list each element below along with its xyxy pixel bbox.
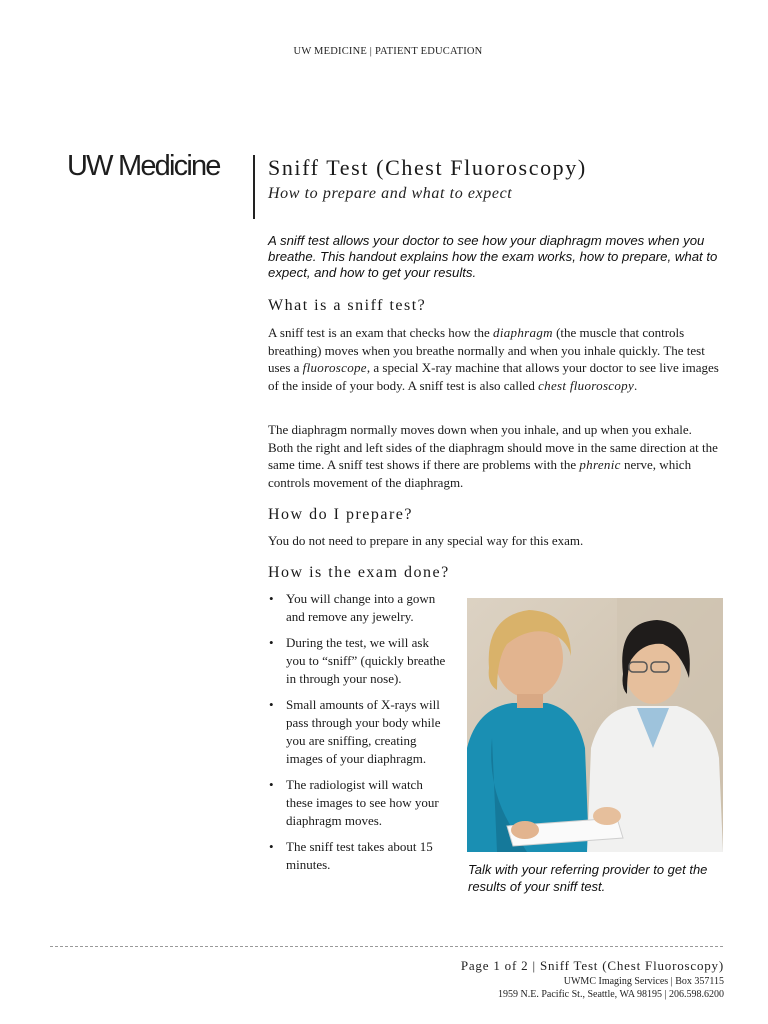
intro-paragraph: A sniff test allows your doctor to see how your diaphragm moves when you breathe. This handout explains how the exam works, how to prepare, what to expect, and how to get your results. xyxy=(268,233,718,280)
list-item: • During the test, we will ask you to “sniff” (quickly breathe in through your nose). xyxy=(268,634,448,688)
list-item: • The sniff test takes about 15 minutes. xyxy=(268,838,448,874)
exam-steps-list xyxy=(268,590,448,882)
text-run: A sniff test is an exam that checks how the xyxy=(268,325,494,340)
section-heading-exam: How is the exam done? xyxy=(268,564,450,581)
photo-caption: Talk with your referring provider to get the results of your sniff test. xyxy=(468,862,708,894)
list-item: • The radiologist will watch these images to see how your diaphragm moves. xyxy=(268,776,448,830)
logo-divider xyxy=(253,155,255,219)
text-run: The diaphragm normally moves down when you inhale, and up when you exhale. Both the right and left sides of the diaphragm should move in the same direction at the same time. A sniff test shows if there are problems with the xyxy=(268,422,718,473)
doctor-hand xyxy=(593,807,621,825)
section-heading-prepare: How do I prepare? xyxy=(268,506,413,523)
text-run: . xyxy=(634,377,638,393)
term-diaphragm: diaphragm xyxy=(493,325,553,340)
patient-neck xyxy=(517,694,543,708)
patient-hand xyxy=(511,821,539,839)
term-phrenic: phrenic xyxy=(579,457,621,473)
text-run: (the muscle that controls breathing) moves when you breathe normally and when you inhale quickly. The test uses a xyxy=(268,325,705,376)
term-chest-fluoroscopy: chest fluoroscopy xyxy=(538,377,635,393)
footer-divider xyxy=(50,946,723,947)
what-paragraph-1 xyxy=(268,324,720,394)
footer-department: UWMC Imaging Services | Box 357115 xyxy=(563,976,724,987)
term-fluoroscope: fluoroscope xyxy=(302,360,367,376)
footer-page-info: Page 1 of 2 | Sniff Test (Chest Fluoroscopy) xyxy=(460,958,724,973)
uw-medicine-logo: UW Medicine xyxy=(67,150,220,182)
photo-illustration xyxy=(467,598,723,852)
text-run: , a special X-ray machine that allows your doctor to see live images of the inside of your body. A sniff test is also called xyxy=(268,360,719,393)
prepare-paragraph: You do not need to prepare in any special way for this exam. xyxy=(268,533,584,548)
header-label: UW MEDICINE | PATIENT EDUCATION xyxy=(293,46,483,57)
provider-patient-photo xyxy=(467,598,723,852)
footer-address: 1959 N.E. Pacific St., Seattle, WA 98195 | 206.598.6200 xyxy=(498,989,724,1000)
list-item: • You will change into a gown and remove any jewelry. xyxy=(268,590,448,626)
document-subtitle: How to prepare and what to expect xyxy=(268,185,513,202)
what-paragraph-2 xyxy=(268,421,720,491)
text-run: nerve, which controls movement of the diaphragm. xyxy=(268,457,692,490)
list-item: • Small amounts of X-rays will pass through your body while you are sniffing, creating images of your diaphragm. xyxy=(268,696,448,768)
section-heading-what: What is a sniff test? xyxy=(268,297,427,314)
document-title: Sniff Test (Chest Fluoroscopy) xyxy=(268,155,587,180)
